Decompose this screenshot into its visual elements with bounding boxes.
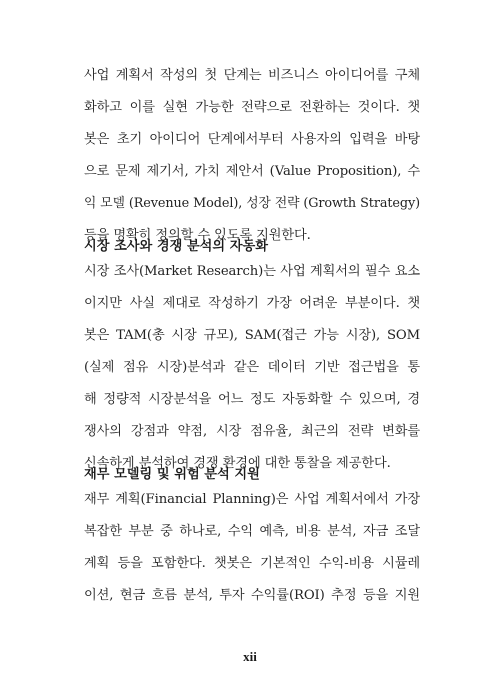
paragraph-line: 해 정량적 시장분석을 어느 정도 자동화할 수 있으며, 경 [84,392,420,407]
paragraph-line: 봇은 초기 아이디어 단계에서부터 사용자의 입력을 바탕 [84,132,420,147]
paragraph-line: 봇은 TAM(총 시장 규모), SAM(접근 가능 시장), SOM [84,328,420,343]
paragraph-line: 시장 조사(Market Research)는 사업 계획서의 필수 요소 [84,264,420,279]
paragraph-line: 익 모델 (Revenue Model), 성장 전략 (Growth Strategy) [84,196,420,211]
market-research-paragraph [84,256,420,480]
financial-planning-paragraph [84,484,420,612]
paragraph-line: 으로 문제 제기서, 가치 제안서 (Value Proposition), 수 [84,164,420,179]
section-heading-market-research: 시장 조사와 경쟁 분석의 자동화 [84,239,268,254]
paragraph-line: 등을 명확히 정의할 수 있도록 지원한다. [84,228,311,243]
paragraph-line: (실제 점유 시장)분석과 같은 데이터 기반 접근법을 통 [84,360,420,375]
paragraph-line: 신속하게 분석하여 경쟁 환경에 대한 통찰을 제공한다. [84,456,391,471]
section-heading-financial-modeling: 재무 모델링 및 위험 분석 지원 [84,467,260,482]
paragraph-line: 사업 계획서 작성의 첫 단계는 비즈니스 아이디어를 구체 [84,68,420,83]
paragraph-line: 이지만 사실 제대로 작성하기 가장 어려운 부분이다. 챗 [84,296,420,311]
paragraph-line: 화하고 이를 실현 가능한 전략으로 전환하는 것이다. 챗 [84,100,420,115]
paragraph-line: 복잡한 부분 중 하나로, 수익 예측, 비용 분석, 자금 조달 [84,524,420,539]
paragraph-line: 이션, 현금 흐름 분석, 투자 수익률(ROI) 추정 등을 지원 [84,588,420,603]
paragraph-line: 계획 등을 포함한다. 챗봇은 기본적인 수익-비용 시뮬레 [84,556,420,571]
paragraph-line: 쟁사의 강점과 약점, 시장 점유율, 최근의 전략 변화를 [84,424,420,439]
page-number: xii [243,649,257,664]
intro-paragraph [84,60,420,252]
paragraph-line: 재무 계획(Financial Planning)은 사업 계획서에서 가장 [84,492,420,507]
